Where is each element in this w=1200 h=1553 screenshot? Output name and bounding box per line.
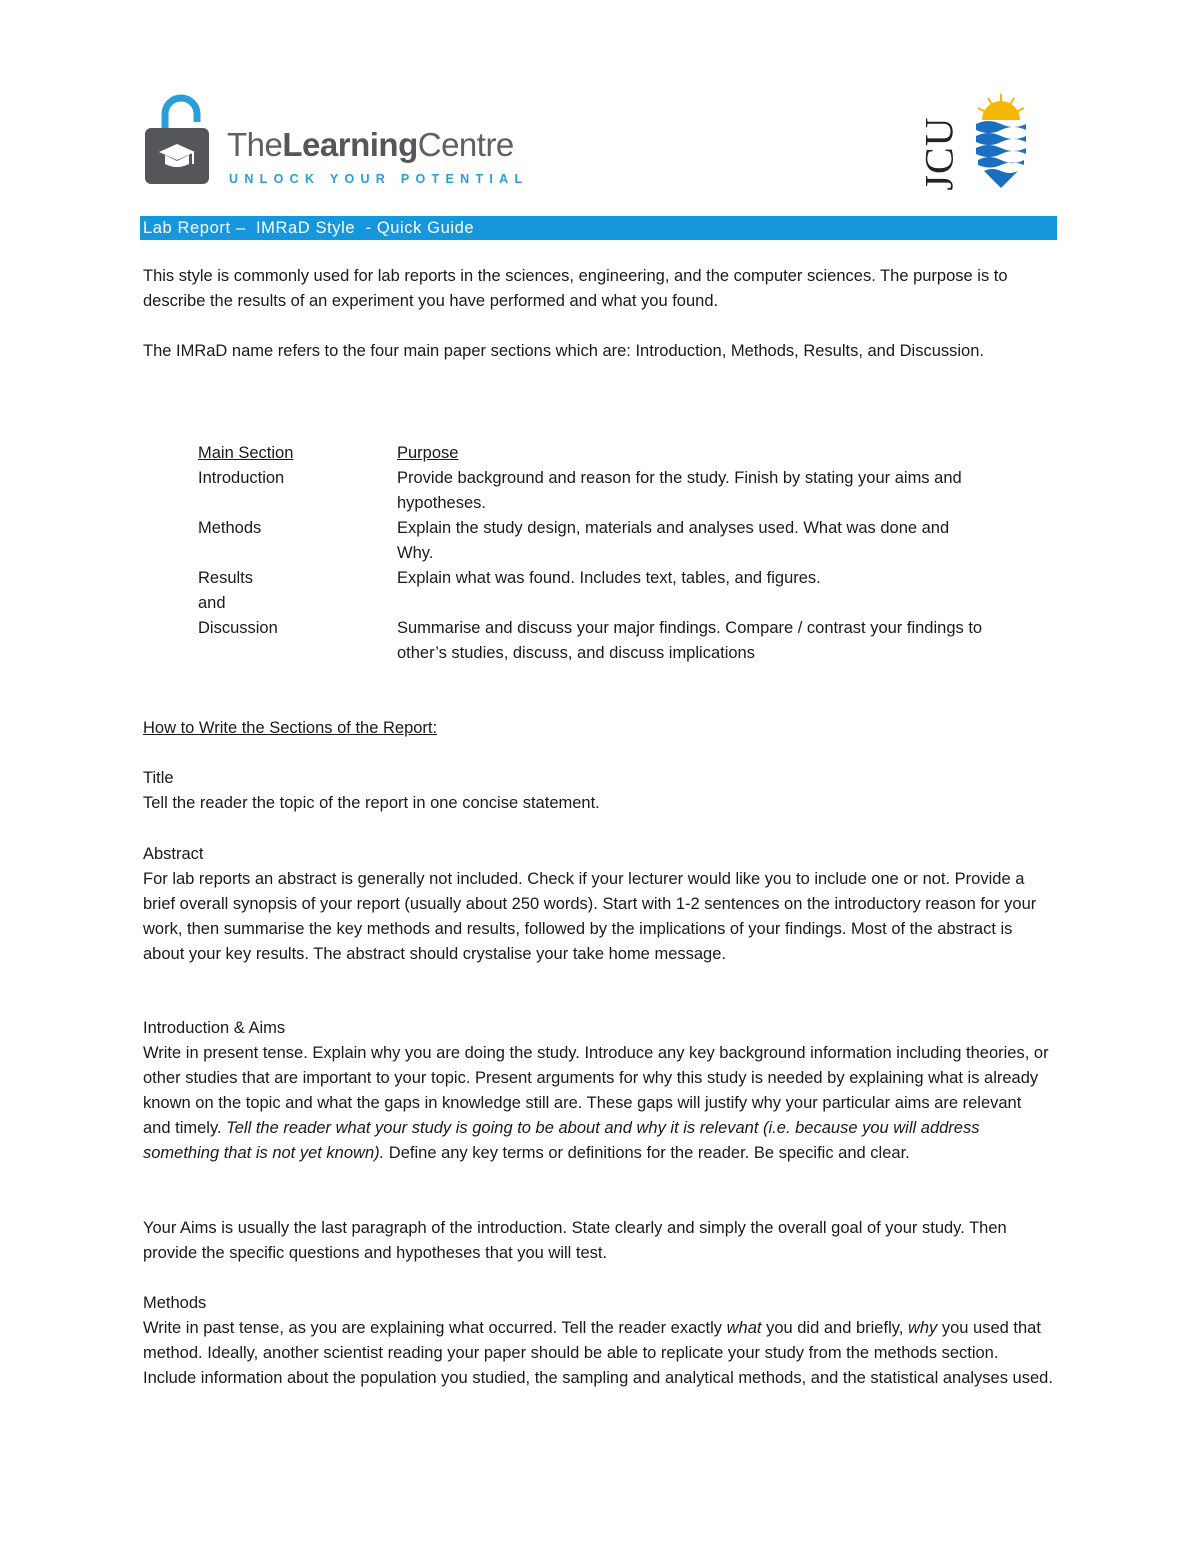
intro-paragraph-1: This style is commonly used for lab reports in the sciences, engineering, and the computer sciences. The purpose is to describe the results of an experiment you have performed and what you found. [143, 267, 1008, 310]
how-to-heading: How to Write the Sections of the Report: [143, 719, 438, 737]
table-cell-purpose: Provide background and reason for the study. Finish by stating your aims and hypotheses. [397, 469, 962, 512]
table-cell-section: Results and [198, 569, 254, 612]
document-title-bar: Lab Report – IMRaD Style - Quick Guide [140, 216, 1057, 240]
table-cell-purpose: Explain the study design, materials and analyses used. What was done and Why. [397, 519, 950, 562]
section-body-methods: Write in past tense, as you are explaining what occurred. Tell the reader exactly what you did and briefly, why you used that method. Ideally, another scientist reading your paper should be able to replicate your study from the methods section. Include information about the population you studied, the sampling and analytical methods, and the statistical analyses used. [143, 1319, 1053, 1387]
table-cell-section: Methods [198, 519, 262, 537]
sun-waves-icon [974, 92, 1028, 190]
table-cell-purpose: Explain what was found. Includes text, tables, and figures. [397, 569, 821, 587]
brand-tagline: UNLOCK YOUR POTENTIAL [229, 172, 529, 186]
section-body-introduction: Write in present tense. Explain why you are doing the study. Introduce any key background information including theories, or other studies that are important to your topic. Present arguments for why this study is needed by explaining what is already known on the topic and what the gaps in knowledge still are. These gaps will justify why your particular aims are relevant and timely. Tell the reader what your study is going to be about and why it is relevant (i.e. because you will address something that is not yet known). Define any key terms or definitions for the reader. Be specific and clear. [143, 1044, 1049, 1162]
jcu-wordmark: JCU [916, 116, 962, 191]
section-heading-title: Title [143, 769, 174, 787]
table-row [198, 466, 998, 516]
section-body-abstract: For lab reports an abstract is generally not included. Check if your lecturer would like you to include one or not. Provide a brief overall synopsis of your report (usually about 250 words). Start with 1-2 sentences on the introductory reason for your work, then summarise the key methods and results, followed by the implications of your findings. Most of the abstract is about your key results. The abstract should crystalise your take home message. [143, 870, 1037, 963]
table-cell-section: Introduction [198, 469, 285, 487]
intro-paragraph-2: The IMRaD name refers to the four main paper sections which are: Introduction, Methods, Results, and Discussion. [143, 342, 984, 360]
col-header-purpose: Purpose [397, 444, 459, 462]
table-cell-section: Discussion [198, 619, 278, 637]
table-header-row [198, 441, 998, 466]
learning-centre-logo [143, 94, 529, 190]
table-cell-purpose: Summarise and discuss your major findings. Compare / contrast your findings to other’s studies, discuss, and discuss implications [397, 619, 983, 662]
jcu-logo [916, 92, 1028, 192]
brand-name: TheLearningCentre [227, 126, 514, 163]
table-row [198, 516, 998, 566]
col-header-main-section: Main Section [198, 444, 294, 462]
section-heading-abstract: Abstract [143, 845, 204, 863]
table-row [198, 566, 998, 616]
padlock-graduation-icon [143, 94, 213, 186]
table-row [198, 616, 998, 666]
section-body-aims: Your Aims is usually the last paragraph of the introduction. State clearly and simply the overall goal of your study. Then provide the specific questions and hypotheses that you will test. [143, 1219, 1007, 1262]
sections-table [198, 441, 998, 666]
section-heading-introduction: Introduction & Aims [143, 1019, 286, 1037]
section-body-title: Tell the reader the topic of the report in one concise statement. [143, 794, 600, 812]
section-heading-methods: Methods [143, 1294, 207, 1312]
